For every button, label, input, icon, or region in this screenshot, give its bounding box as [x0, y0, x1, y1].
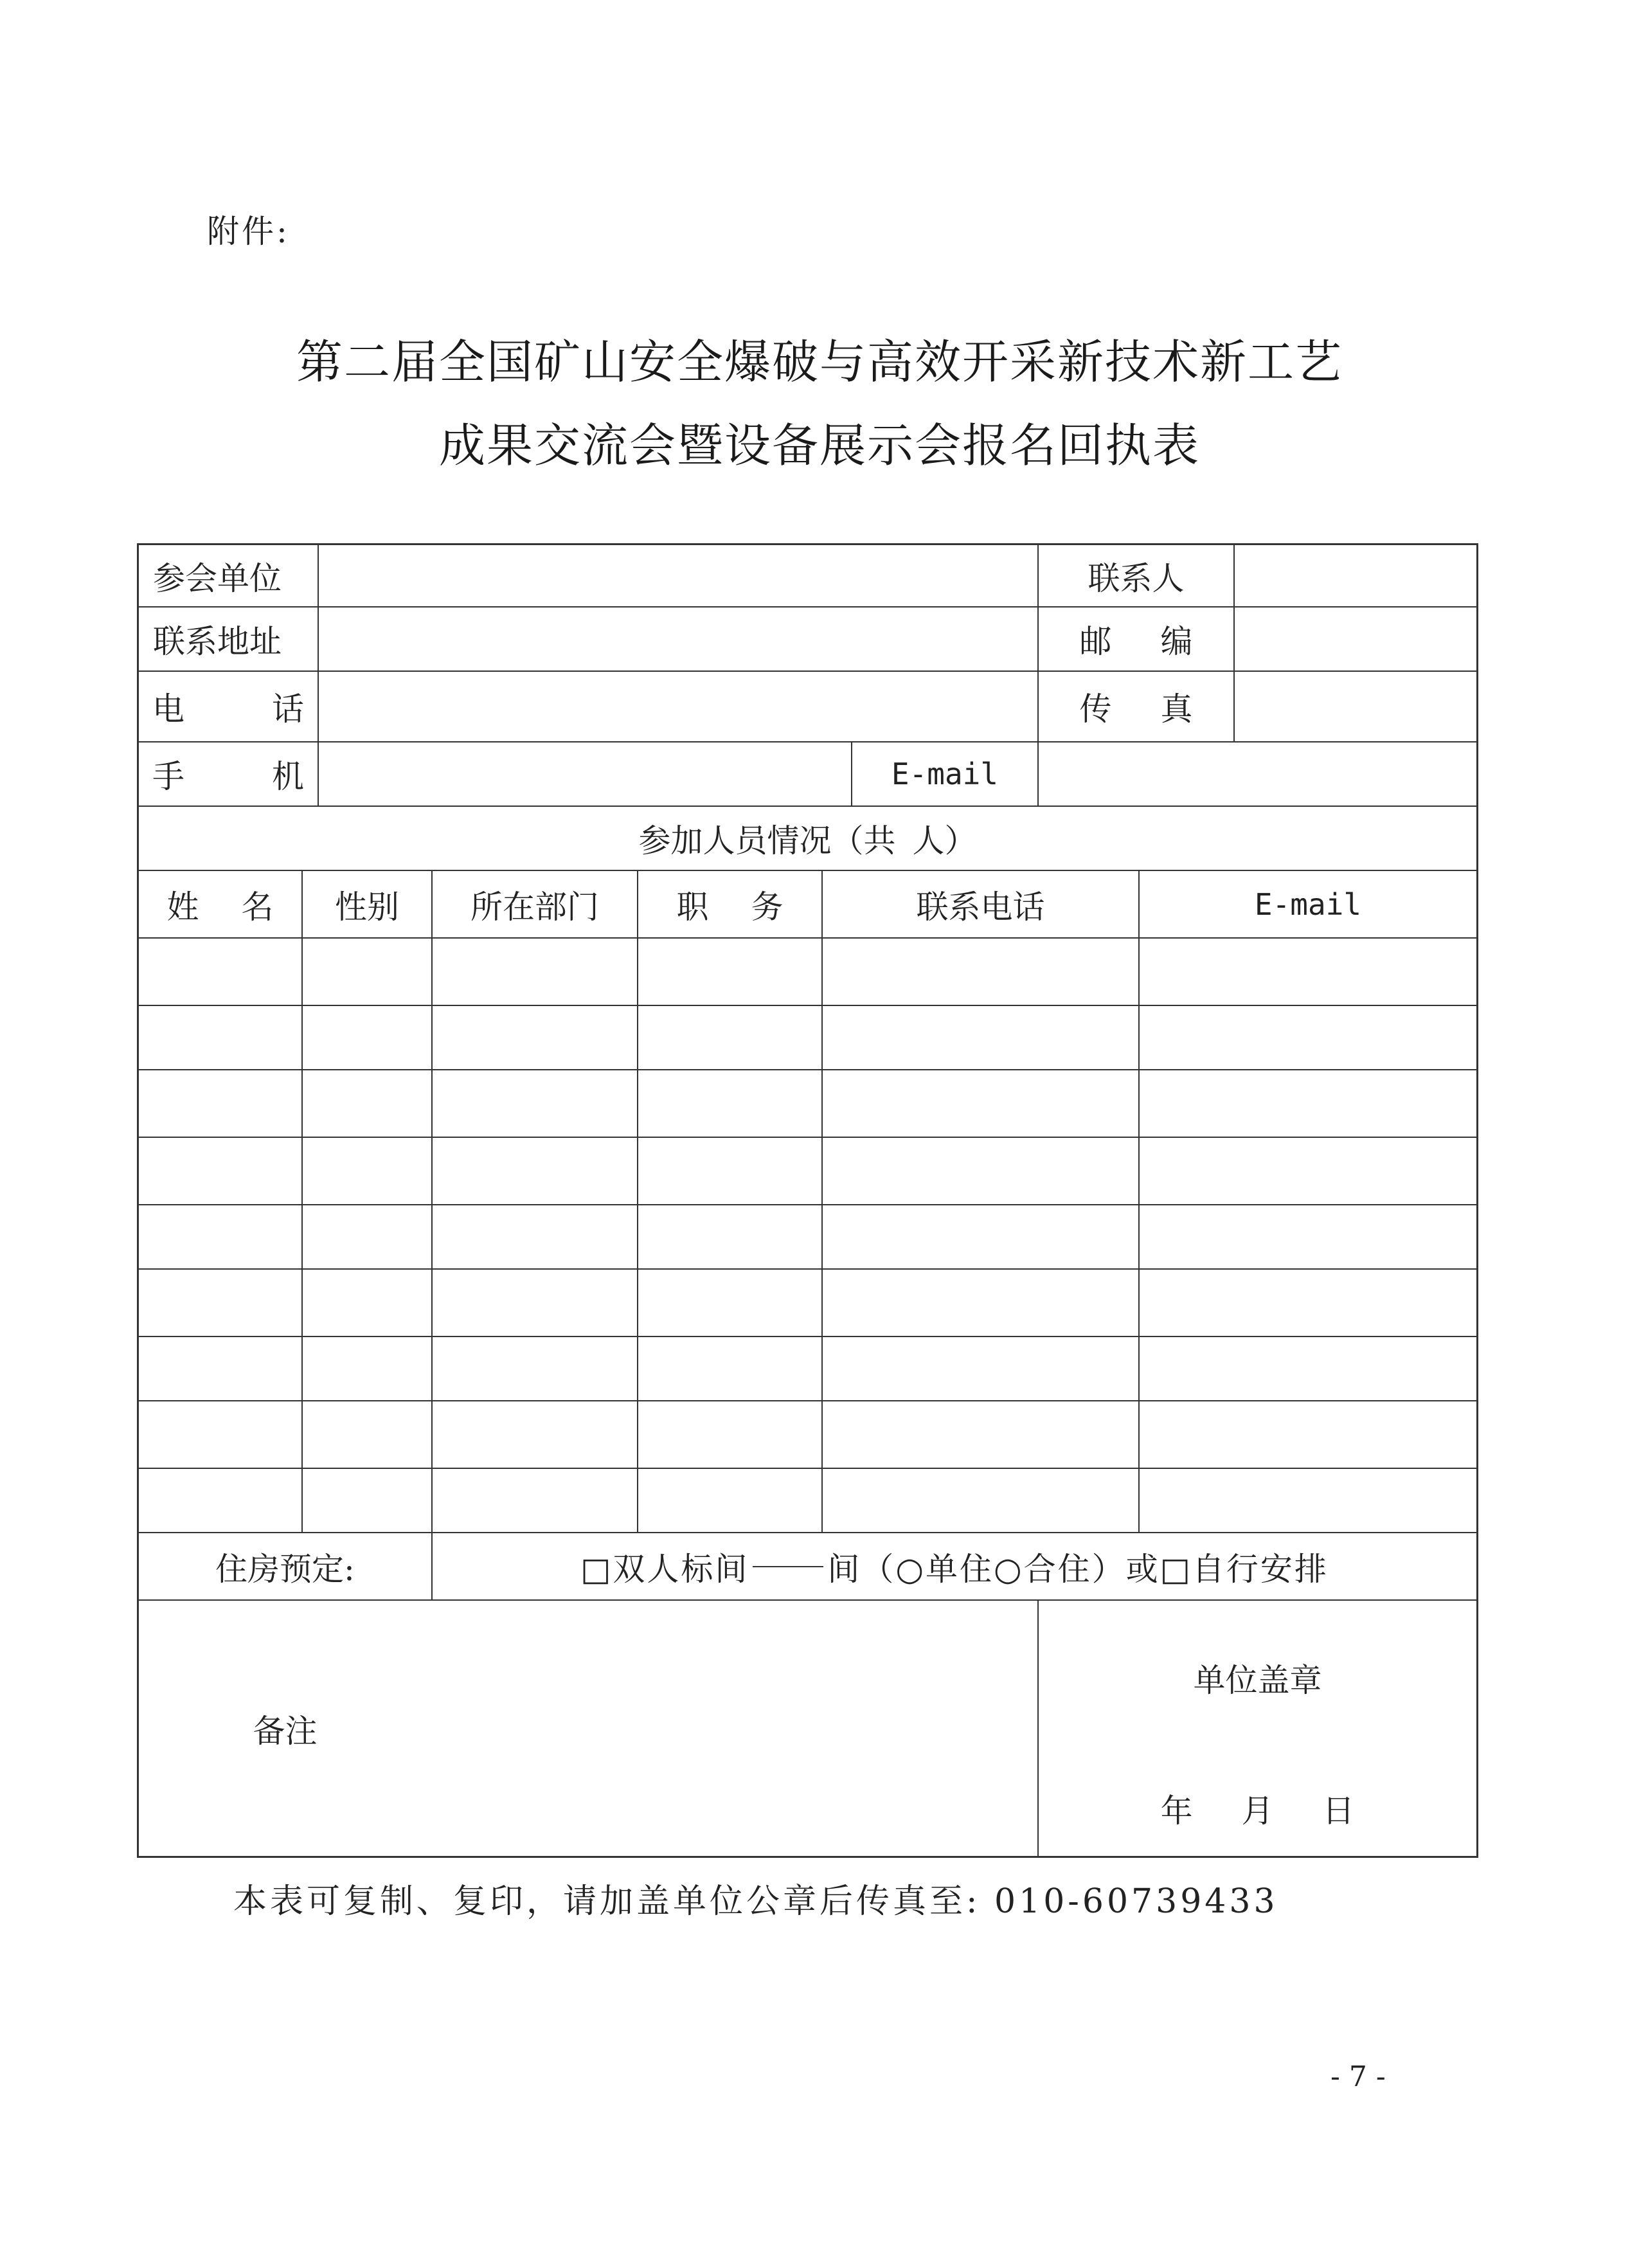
phone-label: 电 话	[152, 690, 304, 728]
housing-label: 住房预定:	[215, 1550, 355, 1588]
phone-input[interactable]	[319, 672, 1037, 741]
participants-header: 参加人员情况（共 人）	[638, 822, 977, 860]
column-header-email: E-mail	[1254, 887, 1362, 922]
unit-input[interactable]	[319, 545, 1037, 606]
postcode-input[interactable]	[1235, 608, 1476, 670]
housing-option-twin[interactable]: □双人标间	[580, 1550, 749, 1588]
address-input[interactable]	[319, 608, 1037, 670]
seal-date: 年 月 日	[1160, 1792, 1355, 1830]
column-header-position: 职 务	[676, 888, 784, 926]
column-header-name: 姓 名	[166, 888, 274, 926]
column-header-department: 所在部门	[470, 888, 599, 926]
contact-person-input[interactable]	[1235, 545, 1476, 606]
email-input[interactable]	[1039, 742, 1476, 806]
column-header-phone: 联系电话	[916, 888, 1045, 926]
footer-note: 本表可复制、复印，请加盖单位公章后传真至: 010-60739433	[233, 1882, 1278, 1921]
mobile-input[interactable]	[319, 742, 851, 806]
remarks-label: 备注	[253, 1713, 318, 1750]
housing-options[interactable]	[433, 1533, 1476, 1599]
address-label: 联系地址	[153, 623, 282, 660]
email-label: E-mail	[891, 757, 999, 791]
unit-label: 参会单位	[153, 559, 282, 597]
registration-form	[137, 543, 1478, 1858]
form-title-line1: 第二届全国矿山安全爆破与高效开采新技术新工艺	[296, 335, 1343, 389]
unit-seal-label: 单位盖章	[1193, 1662, 1322, 1699]
housing-option-rest[interactable]: 间（○单住○合住）或□自行安排	[827, 1550, 1329, 1588]
form-title-line2: 成果交流会暨设备展示会报名回执表	[438, 419, 1200, 473]
fax-input[interactable]	[1235, 672, 1476, 741]
room-count-blank[interactable]	[753, 1565, 823, 1567]
contact-person-label: 联系人	[1088, 559, 1185, 597]
postcode-label: 邮 编	[1079, 623, 1193, 660]
column-header-gender: 性别	[335, 888, 399, 926]
page-number: - 7 -	[1330, 2060, 1386, 2093]
mobile-label: 手 机	[152, 758, 304, 795]
remarks-input[interactable]	[433, 1601, 1037, 1857]
fax-label: 传 真	[1079, 690, 1193, 728]
attachment-label: 附件:	[207, 213, 290, 250]
